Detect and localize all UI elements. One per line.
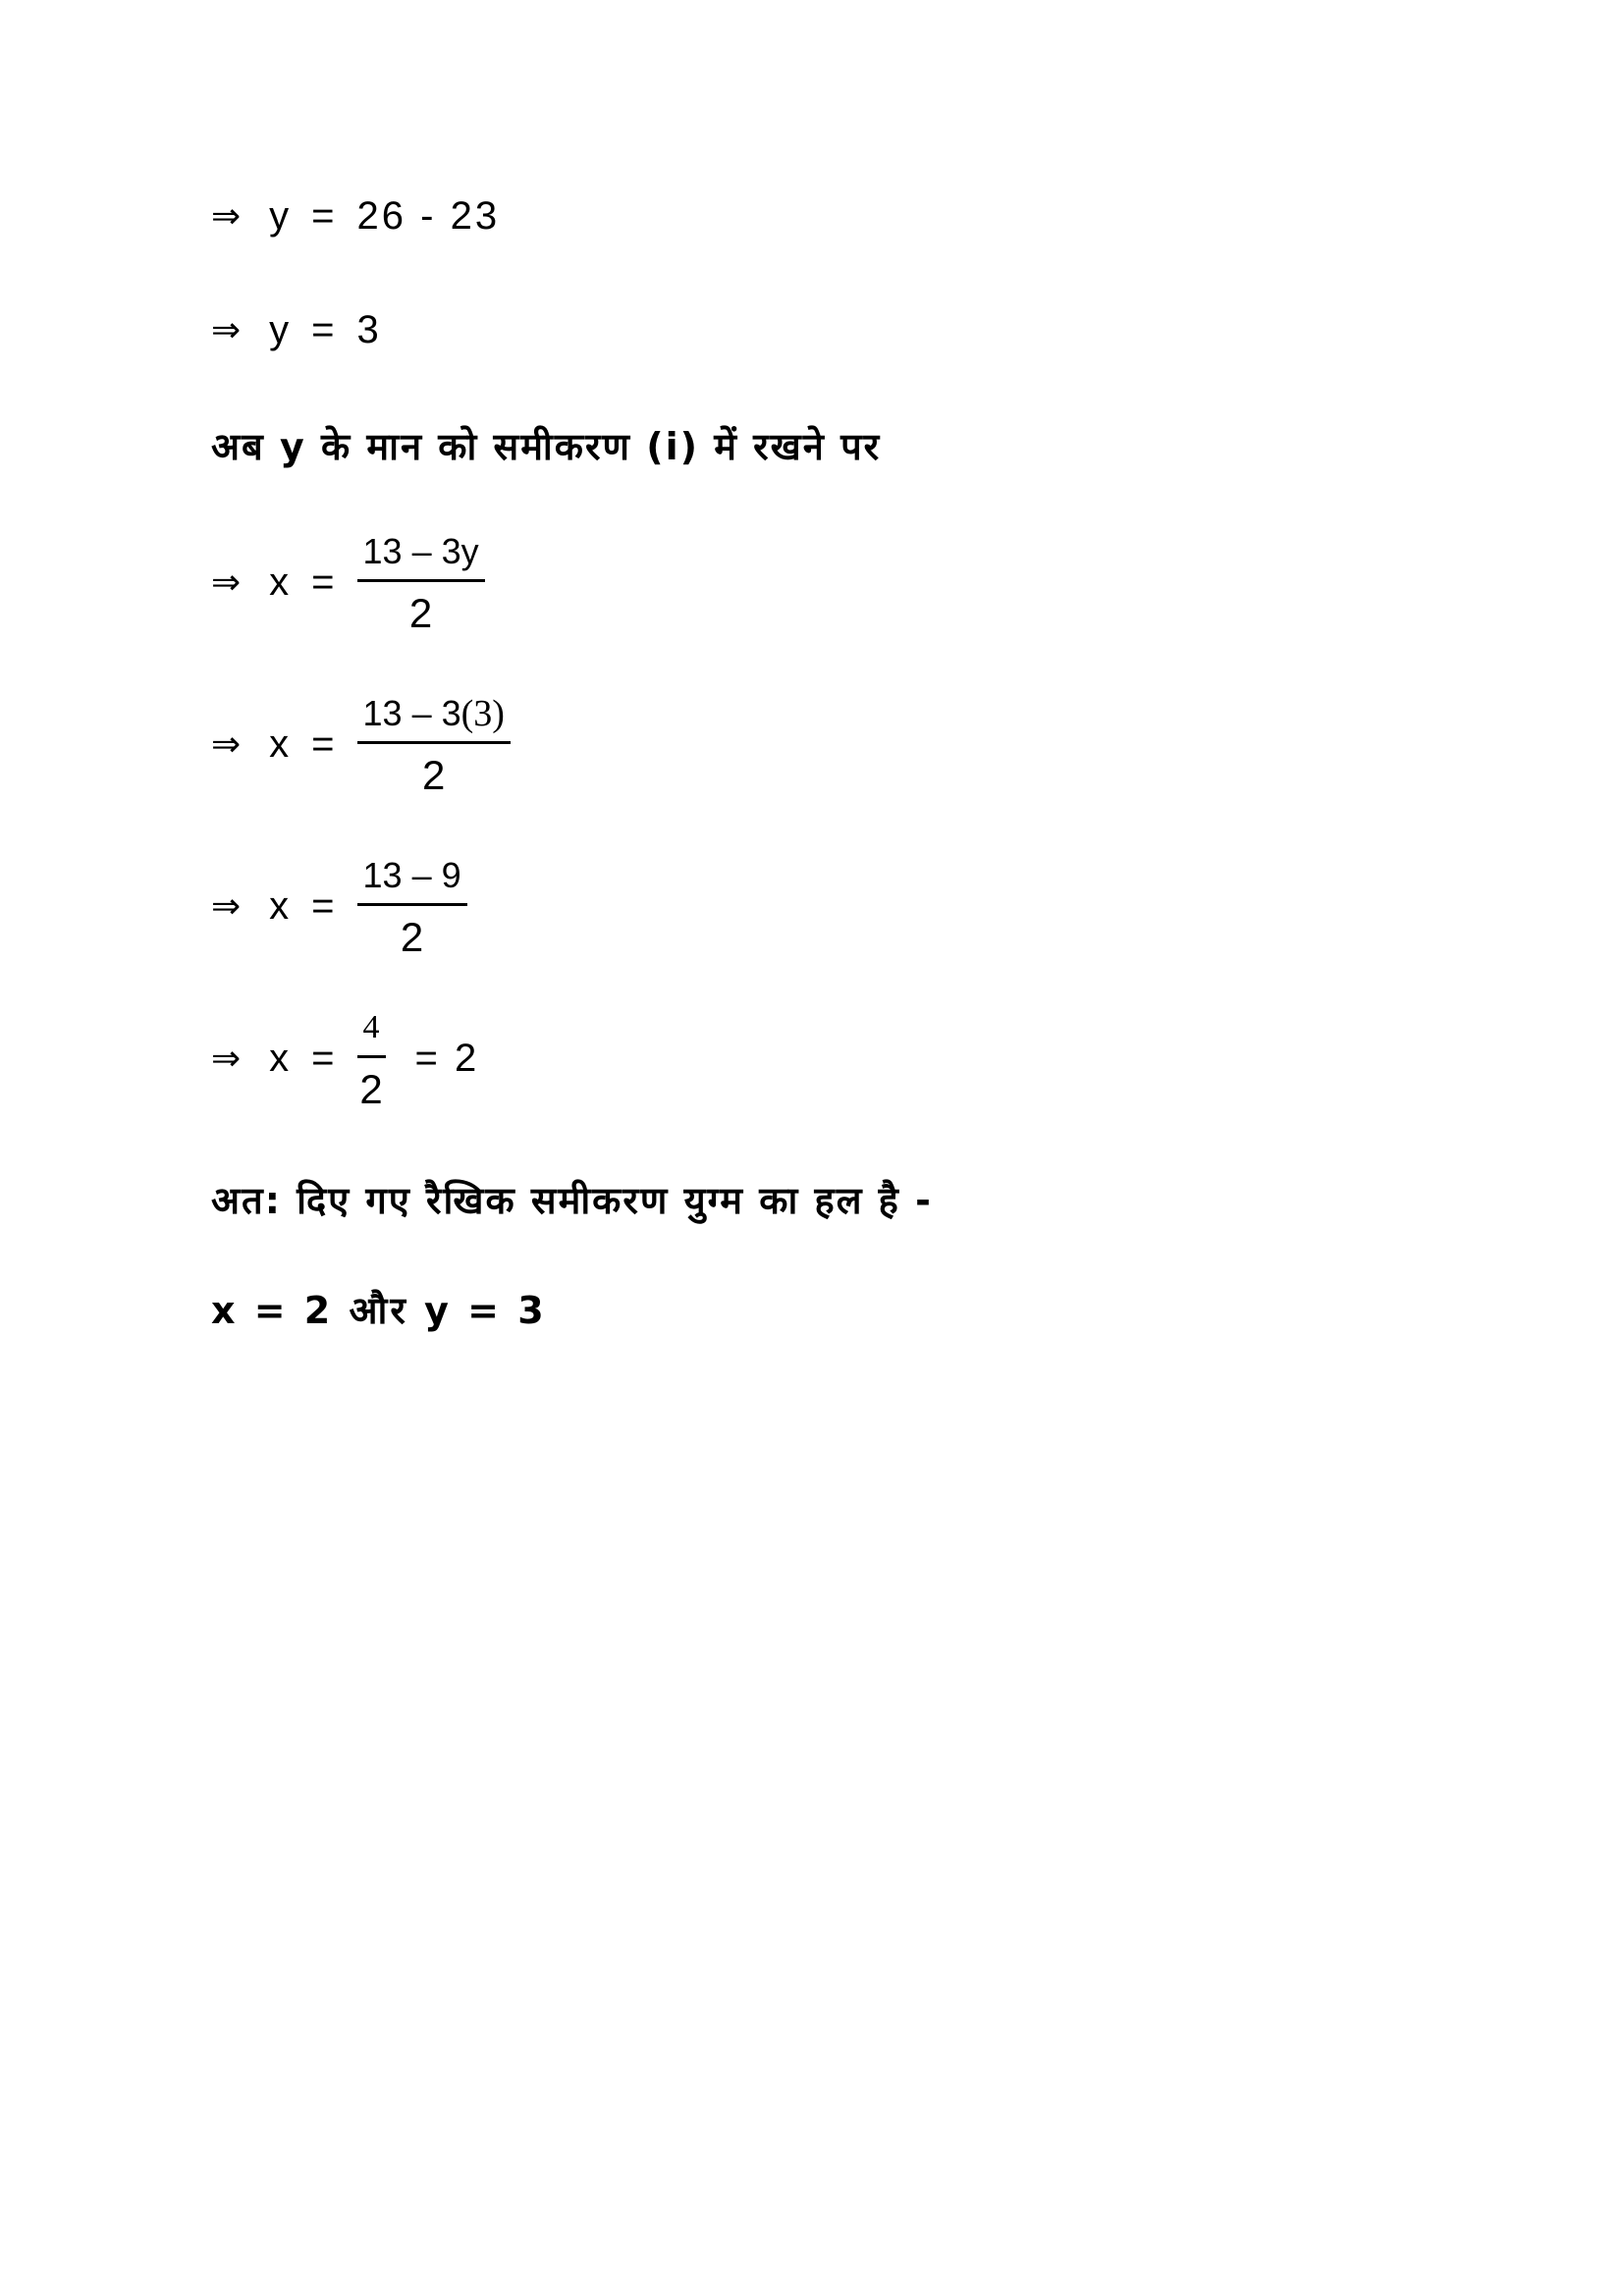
rhs-expression: 26 - 23 [356, 194, 501, 238]
variable-y: y [269, 194, 293, 238]
substitution-text: अब y के मान को समीकरण (i) में रखने पर [211, 425, 882, 468]
final-answer [211, 1284, 547, 1335]
fraction-numerator: 13 – 3y [357, 530, 485, 582]
implies-arrow: ⇒ [211, 562, 244, 603]
answer-y: y = 3 [424, 1289, 547, 1332]
implies-arrow: ⇒ [211, 724, 244, 765]
fraction-line-3 [211, 854, 467, 959]
equals-sign: = [311, 194, 338, 238]
variable-x: x [269, 722, 293, 766]
conclusion-text: अत: दिए गए रैखिक समीकरण युग्म का हल है - [211, 1179, 933, 1222]
equals-sign: = [311, 308, 338, 351]
variable-x: x [269, 1037, 293, 1080]
fraction-numerator [357, 692, 511, 744]
fraction [357, 1006, 386, 1111]
fraction [357, 692, 511, 797]
variable-x: x [269, 884, 293, 928]
result-value: = 2 [414, 1037, 480, 1080]
implies-arrow: ⇒ [211, 196, 244, 237]
fraction-line-2 [211, 692, 511, 797]
fraction-line-1 [211, 530, 485, 635]
equals-sign: = [311, 561, 338, 604]
answer-x: x = 2 [211, 1289, 334, 1332]
fraction-numerator: 4 [357, 1006, 386, 1058]
fraction-line-4 [211, 1006, 479, 1111]
variable-y: y [269, 308, 293, 351]
numerator-prefix: 13 – 3 [362, 693, 461, 733]
equals-sign: = [311, 1037, 338, 1080]
equals-sign: = [311, 722, 338, 766]
equals-sign: = [311, 884, 338, 928]
numerator-parenthesized: (3) [460, 693, 505, 734]
fraction-denominator: 2 [422, 752, 446, 798]
fraction-numerator: 13 – 9 [357, 854, 467, 906]
equation-line-1 [211, 194, 500, 239]
fraction-denominator: 2 [400, 914, 424, 960]
implies-arrow: ⇒ [211, 886, 244, 927]
fraction-denominator: 2 [408, 590, 433, 636]
equation-line-2 [211, 308, 382, 352]
fraction [357, 854, 467, 959]
implies-arrow: ⇒ [211, 1039, 244, 1079]
fraction-denominator: 2 [359, 1066, 383, 1112]
implies-arrow: ⇒ [211, 310, 244, 350]
fraction [357, 530, 485, 635]
rhs-value: 3 [356, 308, 382, 351]
answer-conjunction: और [349, 1289, 408, 1332]
variable-x: x [269, 561, 293, 604]
